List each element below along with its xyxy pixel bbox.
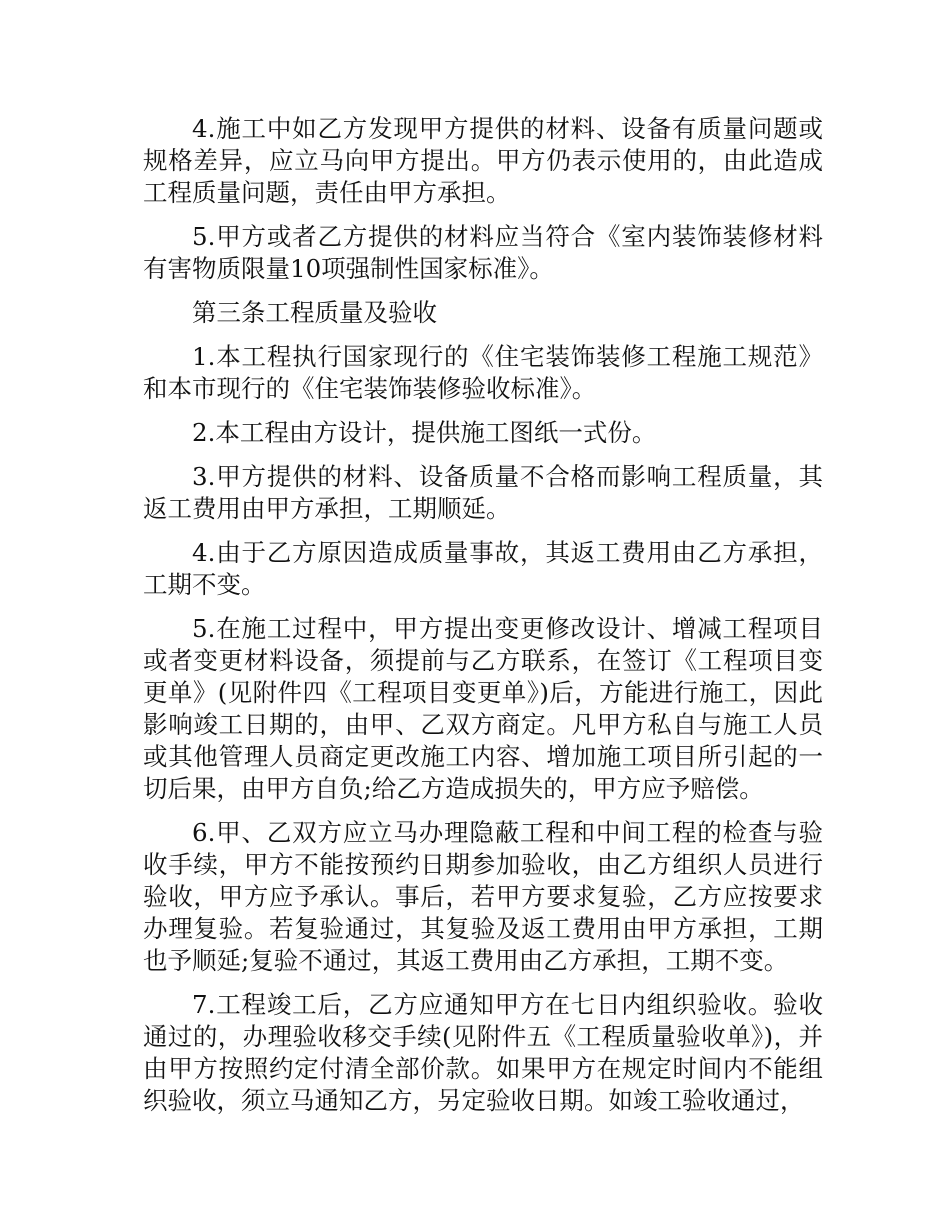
paragraph-material-standard: 5.甲方或者乙方提供的材料应当符合《室内装饰装修材料有害物质限量10项强制性国家标准》。 [143,222,823,283]
paragraph-clause-3: 3.甲方提供的材料、设备质量不合格而影响工程质量，其返工费用由甲方承担，工期顺延。 [143,462,823,523]
document-body [143,113,823,1129]
paragraph-clause-1: 1.本工程执行国家现行的《住宅装饰装修工程施工规范》和本市现行的《住宅装饰装修验收标准》。 [143,342,823,403]
paragraph-clause-7: 7.工程竣工后，乙方应通知甲方在七日内组织验收。验收通过的，办理验收移交手续(见附件五《工程质量验收单》)，并由甲方按照约定付清全部价款。如果甲方在规定时间内不能组织验收，须立马通知乙方，另定验收日期。如竣工验收通过， [143,990,823,1115]
paragraph-clause-4: 4.由于乙方原因造成质量事故，其返工费用由乙方承担，工期不变。 [143,538,823,599]
paragraph-material-quality-issue: 4.施工中如乙方发现甲方提供的材料、设备有质量问题或规格差异，应立马向甲方提出。甲方仍表示使用的，由此造成工程质量问题，责任由甲方承担。 [143,114,823,207]
paragraph-clause-5: 5.在施工过程中，甲方提出变更修改设计、增减工程项目或者变更材料设备，须提前与乙方联系，在签订《工程项目变更单》(见附件四《工程项目变更单》)后，方能进行施工，因此影响竣工日期的，由甲、乙双方商定。凡甲方私自与施工人员或其他管理人员商定更改施工内容、增加施工项目所引起的一切后果，由甲方自负;给乙方造成损失的，甲方应予赔偿。 [143,614,823,803]
section-heading-quality-acceptance: 第三条工程质量及验收 [192,298,437,327]
paragraph-clause-6: 6.甲、乙双方应立马办理隐蔽工程和中间工程的检查与验收手续，甲方不能按预约日期参加验收，由乙方组织人员进行验收，甲方应予承认。事后，若甲方要求复验，乙方应按要求办理复验。若复验通过，其复验及返工费用由甲方承担，工期也予顺延;复验不通过，其返工费用由乙方承担，工期不变。 [143,818,823,975]
paragraph-clause-2: 2.本工程由方设计，提供施工图纸一式份。 [192,418,657,447]
